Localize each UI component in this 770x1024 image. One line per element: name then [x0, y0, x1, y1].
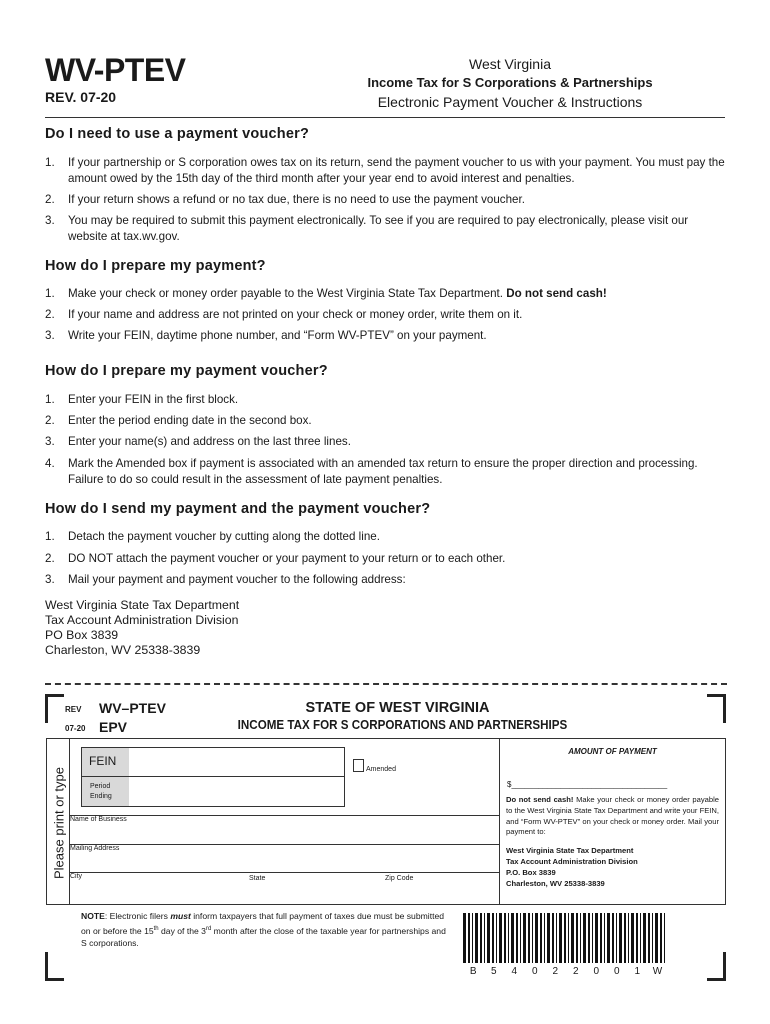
barcode-bar: [580, 913, 581, 963]
mailing-address: West Virginia State Tax Department Tax Account Administration Division PO Box 3839 Charleston, WV 25338-3839: [45, 598, 240, 657]
list-item: 3. You may be required to submit this payment electronically. To see if you are required to pay electronically, please visit our website at tax.wv.gov.: [45, 214, 689, 243]
corner-mark: [707, 694, 726, 723]
voucher-rev-date: 07-20: [65, 724, 86, 733]
city-line: [69, 872, 499, 873]
barcode-bar: [631, 913, 634, 963]
barcode-char: 2: [572, 966, 579, 977]
business-name-input[interactable]: [70, 824, 498, 843]
list-item: 2. DO NOT attach the payment voucher or your payment to your return or to each other.: [45, 552, 506, 565]
mailing-label: Mailing Address: [70, 845, 120, 852]
barcode-bar: [588, 913, 590, 963]
barcode-char: 2: [552, 966, 559, 977]
side-label: Please print or type: [51, 766, 67, 879]
barcode: [463, 913, 668, 963]
fein-input[interactable]: [129, 748, 344, 776]
barcode-bar: [480, 913, 482, 963]
section-heading: How do I prepare my payment?: [45, 258, 266, 274]
barcode-bar: [487, 913, 490, 963]
section-heading: Do I need to use a payment voucher?: [45, 126, 310, 142]
amount-title: AMOUNT OF PAYMENT: [568, 747, 657, 756]
header-state: West Virginia: [469, 56, 551, 72]
barcode-bar: [571, 913, 574, 963]
barcode-bar: [628, 913, 629, 963]
zip-label: Zip Code: [385, 875, 414, 882]
section-heading: How do I send my payment and the payment voucher?: [45, 501, 431, 517]
mailing-address-input[interactable]: [70, 853, 498, 871]
cash-note: Do not send cash! Make your check or money order payable to the West Virginia State Tax Department and write your FEIN, and “Form WV-PTEV” on your check or money order. Mail your payment to:: [506, 795, 719, 837]
barcode-bar: [600, 913, 602, 963]
barcode-bar: [648, 913, 650, 963]
business-line: [69, 815, 499, 816]
cut-line: [45, 683, 727, 685]
barcode-bar: [556, 913, 557, 963]
amended-label: Amended: [366, 766, 396, 773]
voucher-address: West Virginia State Tax Department Tax Account Administration Division P.O. Box 3839 Charleston, WV 25338-3839: [506, 846, 638, 888]
list-item: 1. Make your check or money order payable to the West Virginia State Tax Department. Do not send cash!: [45, 287, 607, 300]
barcode-bar: [468, 913, 470, 963]
barcode-bar: [499, 913, 502, 963]
barcode-bar: [508, 913, 509, 963]
barcode-char: W: [652, 966, 663, 977]
list-item: 3. Mail your payment and payment voucher to the following address:: [45, 573, 406, 586]
fein-label: FEIN: [89, 754, 117, 768]
barcode-bar: [540, 913, 542, 963]
barcode-bar: [652, 913, 653, 963]
barcode-bar: [576, 913, 578, 963]
barcode-text: [463, 966, 668, 977]
barcode-bar: [636, 913, 638, 963]
voucher-form-sub: EPV: [99, 719, 128, 735]
barcode-bar: [624, 913, 626, 963]
barcode-bar: [492, 913, 494, 963]
city-label: City: [70, 873, 83, 880]
barcode-bar: [660, 913, 662, 963]
city-state-zip-input[interactable]: [70, 882, 498, 903]
barcode-bar: [520, 913, 521, 963]
list-item: 2. If your name and address are not printed on your check or money order, write them on it.: [45, 308, 523, 321]
voucher-form-id: WV–PTEV: [99, 700, 166, 716]
list-item: 3. Write your FEIN, daytime phone number, and “Form WV-PTEV” on your payment.: [45, 329, 487, 342]
period-ending-label: Period Ending: [90, 783, 112, 800]
list-item: 4. Mark the Amended box if payment is associated with an amended tax return to ensure the proper direction and processing. Failure to do so could result in the assessment of late payment penalties.: [45, 457, 698, 486]
amount-divider: [499, 738, 500, 905]
header-subtitle: Income Tax for S Corporations & Partnerships: [367, 75, 653, 90]
barcode-char: 5: [490, 966, 497, 977]
list-item: 1. If your partnership or S corporation owes tax on its return, send the payment voucher to us with your payment. You must pay the amount owed by the 15th day of the third month after your year end to avoid interest and penalties.: [45, 156, 725, 185]
voucher-rev-label: REV: [65, 705, 82, 714]
state-label: State: [249, 875, 266, 882]
barcode-bar: [616, 913, 617, 963]
barcode-bar: [484, 913, 485, 963]
form-id: WV-PTEV: [45, 52, 186, 88]
section-heading: How do I prepare my payment voucher?: [45, 363, 328, 379]
barcode-char: 4: [511, 966, 518, 977]
barcode-bar: [552, 913, 554, 963]
barcode-bar: [583, 913, 586, 963]
mailing-line: [69, 844, 499, 845]
barcode-bar: [643, 913, 646, 963]
barcode-bar: [619, 913, 622, 963]
amended-checkbox[interactable]: [353, 759, 364, 772]
barcode-char: 0: [593, 966, 600, 977]
barcode-bar: [568, 913, 569, 963]
barcode-bar: [592, 913, 593, 963]
barcode-bar: [532, 913, 533, 963]
barcode-bar: [564, 913, 566, 963]
period-ending-input[interactable]: [129, 777, 344, 806]
header-description: Electronic Payment Voucher & Instructions: [377, 94, 643, 110]
barcode-char: 1: [634, 966, 641, 977]
amount-input[interactable]: $___________________________________: [507, 780, 668, 789]
barcode-bar: [547, 913, 550, 963]
barcode-bar: [640, 913, 641, 963]
barcode-bar: [472, 913, 473, 963]
corner-mark: [45, 694, 64, 723]
business-label: Name of Business: [70, 816, 127, 823]
barcode-bar: [496, 913, 497, 963]
barcode-char: 0: [613, 966, 620, 977]
revision: REV. 07-20: [45, 89, 117, 105]
barcode-char: B: [469, 966, 477, 977]
voucher-tax-title: INCOME TAX FOR S CORPORATIONS AND PARTNERSHIPS: [237, 718, 568, 732]
barcode-bar: [475, 913, 478, 963]
electronic-filer-note: NOTE: Electronic filers must inform taxpayers that full payment of taxes due must be submitted on or before the 15th day of the 3rd month after the close of the taxable year for partnerships and S corporations.: [81, 911, 446, 948]
list-item: 1. Detach the payment voucher by cutting along the dotted line.: [45, 530, 380, 543]
list-item: 2. If your return shows a refund or no tax due, there is no need to use the payment voucher.: [45, 193, 525, 206]
barcode-bar: [528, 913, 530, 963]
barcode-bar: [544, 913, 545, 963]
barcode-bar: [604, 913, 605, 963]
barcode-bar: [655, 913, 658, 963]
barcode-bar: [559, 913, 562, 963]
barcode-bar: [595, 913, 598, 963]
barcode-bar: [612, 913, 614, 963]
voucher-state-title: STATE OF WEST VIRGINIA: [305, 700, 490, 716]
list-item: 3. Enter your name(s) and address on the last three lines.: [45, 435, 351, 448]
barcode-bar: [511, 913, 514, 963]
barcode-bar: [607, 913, 610, 963]
barcode-bar: [664, 913, 665, 963]
barcode-bar: [535, 913, 538, 963]
barcode-bar: [504, 913, 506, 963]
barcode-bar: [463, 913, 466, 963]
barcode-bar: [516, 913, 518, 963]
barcode-char: 0: [531, 966, 538, 977]
barcode-bar: [523, 913, 526, 963]
header-rule: [45, 117, 725, 118]
list-item: 2. Enter the period ending date in the second box.: [45, 414, 312, 427]
list-item: 1. Enter your FEIN in the first block.: [45, 393, 239, 406]
corner-mark: [707, 952, 726, 981]
corner-mark: [45, 952, 64, 981]
